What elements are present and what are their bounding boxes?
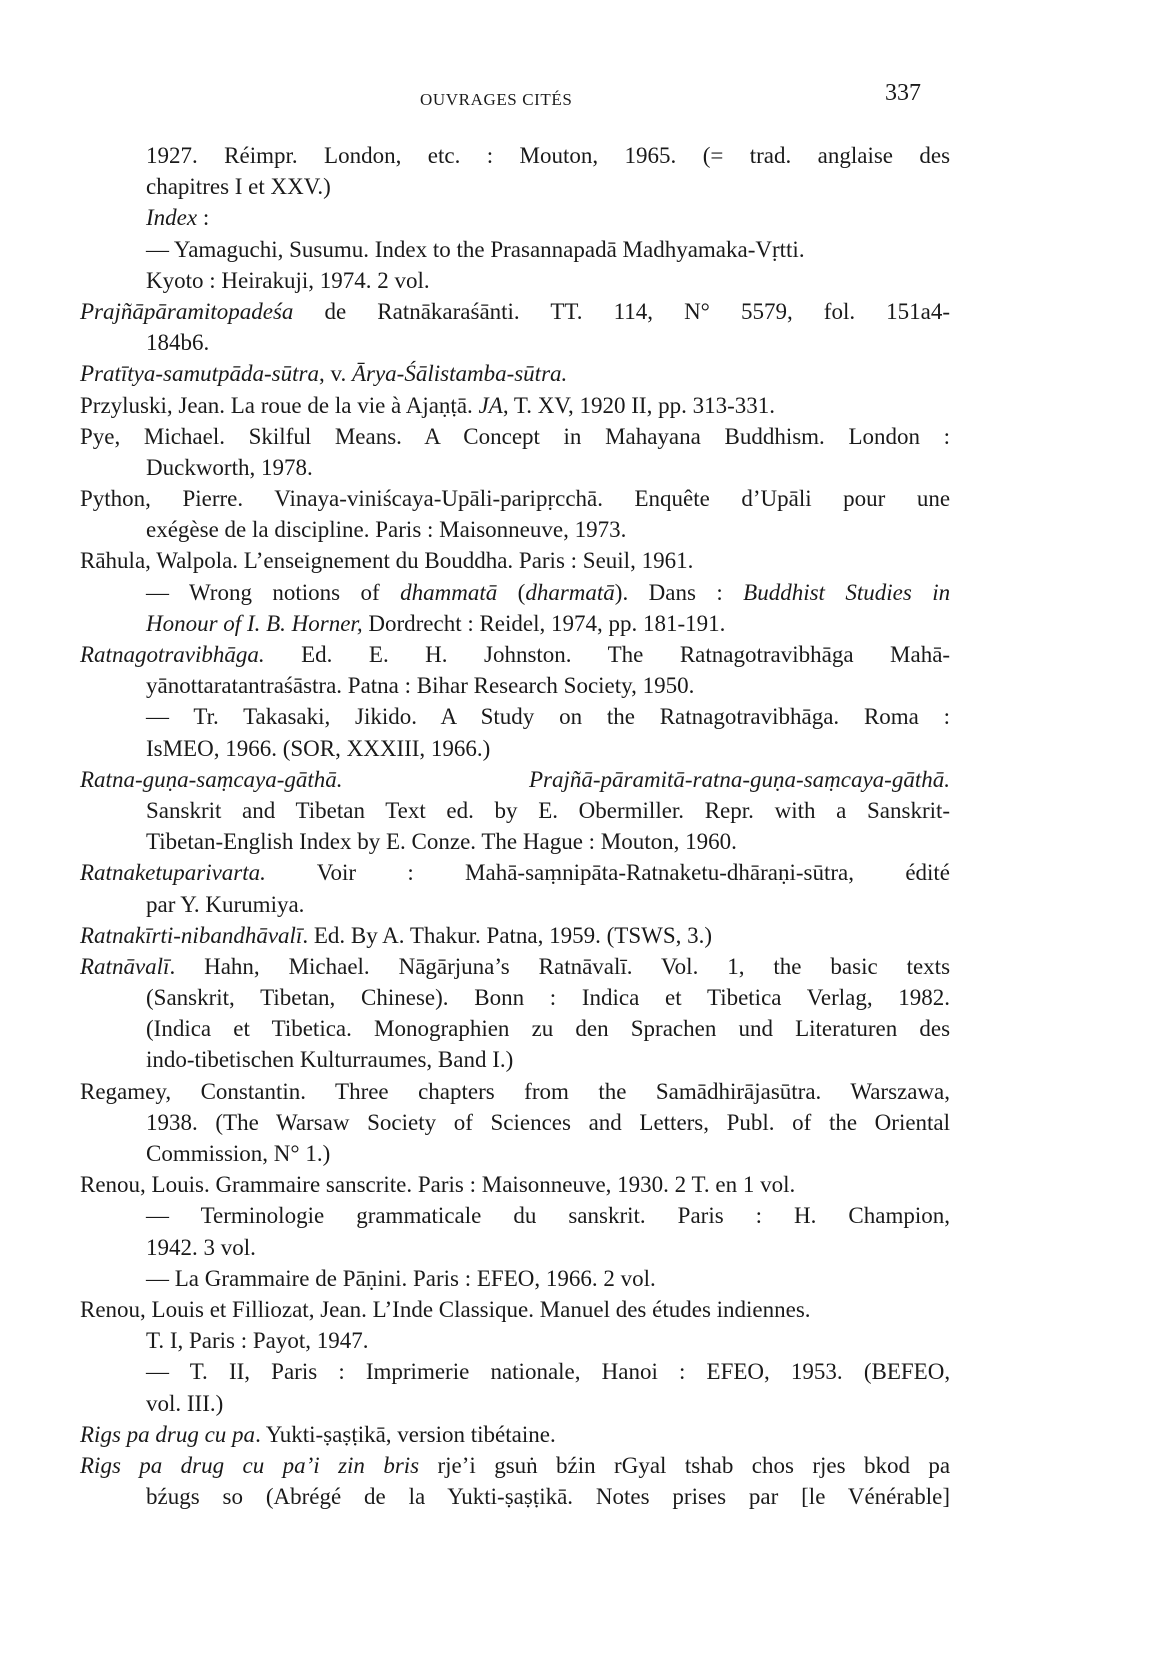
text: of bbox=[453, 1109, 473, 1135]
text: EFEO, bbox=[706, 1359, 770, 1385]
italic-text: drug bbox=[180, 1452, 225, 1478]
text: E. bbox=[538, 797, 559, 823]
text: grammaticale bbox=[356, 1203, 482, 1229]
text: and bbox=[242, 797, 276, 823]
text: ( bbox=[517, 579, 526, 605]
text: (Sanskrit, bbox=[146, 985, 235, 1011]
bibliography-line bbox=[80, 1388, 950, 1419]
italic-text: zin bbox=[338, 1452, 365, 1478]
text: Tr. bbox=[193, 704, 219, 730]
text: pa bbox=[928, 1452, 951, 1478]
text: Literaturen bbox=[795, 1016, 898, 1042]
text: Duckworth, 1978. bbox=[146, 454, 313, 480]
running-head: OUVRAGES CITÉS bbox=[420, 90, 573, 109]
text: , T. XV, 1920 II, pp. 313-331. bbox=[502, 392, 775, 418]
text: des bbox=[919, 143, 951, 168]
bibliography-line bbox=[80, 1200, 950, 1231]
italic-text: Ratnaketuparivarta. bbox=[80, 860, 266, 886]
text: Monographien bbox=[374, 1016, 510, 1042]
bibliography-line bbox=[80, 1356, 950, 1387]
text: et bbox=[665, 985, 682, 1011]
text: bźin bbox=[556, 1452, 596, 1478]
text: Paris bbox=[271, 1359, 318, 1385]
text: Oriental bbox=[874, 1109, 951, 1135]
text: pour bbox=[843, 486, 886, 512]
text: Vénérable] bbox=[847, 1484, 950, 1510]
text: Michael. bbox=[143, 423, 225, 449]
italic-text: Studies bbox=[845, 579, 912, 605]
bibliography-line bbox=[80, 1232, 950, 1263]
italic-text: Index bbox=[146, 205, 198, 231]
text: Roma bbox=[863, 704, 919, 730]
text: Pierre. bbox=[182, 486, 244, 512]
text: rjes bbox=[812, 1452, 846, 1478]
text: Letters, bbox=[639, 1109, 710, 1135]
text: H. bbox=[794, 1203, 817, 1229]
text: : bbox=[486, 143, 494, 168]
text: 151a4- bbox=[886, 298, 951, 324]
bibliography-line bbox=[80, 421, 950, 452]
bibliography-line bbox=[80, 1044, 950, 1075]
text: Yukti-ṣaṣṭikā. bbox=[447, 1484, 574, 1510]
text: 1938. bbox=[146, 1109, 198, 1135]
text: Ed. bbox=[301, 642, 333, 667]
text: , v. bbox=[318, 361, 352, 387]
text: Bonn bbox=[474, 985, 525, 1011]
text: Ratnagotravibhāga. bbox=[659, 704, 840, 730]
text: Regamey, bbox=[80, 1078, 172, 1104]
text: du bbox=[513, 1203, 537, 1229]
text: 1965. bbox=[624, 143, 677, 168]
text: Repr. bbox=[704, 797, 754, 823]
text: Imprimerie bbox=[365, 1359, 470, 1385]
bibliography-line bbox=[80, 1107, 950, 1138]
bibliography-line bbox=[80, 1419, 950, 1450]
text: [le bbox=[801, 1484, 826, 1510]
bibliography-line bbox=[80, 701, 950, 732]
text: anglaise bbox=[817, 143, 894, 168]
bibliography-line bbox=[80, 1325, 950, 1356]
text: — bbox=[146, 1203, 169, 1229]
page-header bbox=[0, 80, 1170, 120]
text: de bbox=[364, 1484, 386, 1510]
text: Renou, Louis. Grammaire sanscrite. Paris : Maisonneuve, 1930. 2 T. en 1 vol. bbox=[80, 1172, 796, 1198]
text: la bbox=[408, 1484, 426, 1510]
text: (The bbox=[215, 1109, 259, 1135]
text: by bbox=[494, 797, 518, 823]
text: 114, bbox=[613, 298, 653, 324]
bibliography-line bbox=[80, 982, 950, 1013]
text: Pye, bbox=[80, 423, 121, 449]
italic-text: cu bbox=[242, 1452, 265, 1478]
text: Mouton, bbox=[519, 143, 599, 168]
text: Constantin. bbox=[200, 1078, 306, 1104]
text: of bbox=[360, 579, 380, 605]
text: (= bbox=[702, 143, 724, 168]
italic-text: Buddhist bbox=[743, 579, 825, 605]
text: vol. III.) bbox=[146, 1390, 224, 1416]
text: the bbox=[828, 1109, 858, 1135]
text: sanskrit. bbox=[568, 1203, 646, 1229]
italic-text: Pratītya-samutpāda-sūtra bbox=[80, 361, 319, 387]
bibliography-line bbox=[80, 920, 950, 951]
text: Rāhula, Walpola. L’enseignement du Bouddha. Paris : Seuil, 1961. bbox=[80, 548, 694, 574]
text: the bbox=[606, 704, 635, 730]
text: Wrong bbox=[189, 579, 252, 605]
bibliography-line bbox=[80, 670, 950, 701]
text: tshab bbox=[684, 1452, 734, 1478]
bibliography-line bbox=[80, 234, 950, 265]
text: Society bbox=[367, 1109, 437, 1135]
text: notions bbox=[272, 579, 341, 605]
text: Text bbox=[385, 797, 426, 823]
text: Kyoto : Heirakuji, 1974. 2 vol. bbox=[146, 267, 430, 293]
text: Dans bbox=[648, 579, 696, 605]
text: Chinese). bbox=[361, 985, 449, 1011]
text: Voir bbox=[316, 860, 356, 886]
text: édité bbox=[905, 860, 951, 886]
italic-text: Prajñāpāramitopadeśa bbox=[80, 298, 294, 324]
bibliography-line bbox=[80, 951, 950, 982]
text: Ratnagotravibhāga bbox=[679, 642, 854, 667]
text: (Abrégé bbox=[265, 1484, 342, 1510]
text: rje’i bbox=[437, 1452, 476, 1478]
bibliography-line bbox=[80, 265, 950, 296]
page-number: 337 bbox=[885, 80, 921, 106]
text: une bbox=[916, 486, 951, 512]
text: Przyluski, Jean. La roue de la vie à Ajaṇṭā. bbox=[80, 392, 479, 418]
text: Enquête bbox=[634, 486, 710, 512]
text: Warsaw bbox=[275, 1109, 350, 1135]
text: London bbox=[848, 423, 920, 449]
italic-text: bris bbox=[383, 1452, 420, 1478]
text: : bbox=[197, 205, 210, 231]
bibliography-list bbox=[80, 140, 950, 1512]
text: a bbox=[836, 797, 847, 823]
text: chapitres I et XXV.) bbox=[146, 174, 331, 200]
text: Hanoi bbox=[601, 1359, 658, 1385]
italic-text: Ratna-guṇa-saṃcaya-gāthā. bbox=[80, 766, 343, 792]
text: Concept bbox=[463, 423, 540, 449]
text: Sanskrit bbox=[146, 797, 222, 823]
text: Three bbox=[335, 1078, 389, 1104]
text: A bbox=[424, 423, 440, 449]
text: Mahayana bbox=[605, 423, 701, 449]
text: 5579, bbox=[740, 298, 793, 324]
text: — Yamaguchi, Susumu. Index to the Prasannapadā Madhyamaka-Vṛtti. bbox=[146, 236, 805, 262]
text: bźugs bbox=[146, 1484, 200, 1510]
text: basic bbox=[830, 953, 878, 979]
text: from bbox=[524, 1078, 569, 1104]
text: Mahā- bbox=[890, 642, 951, 667]
bibliography-line bbox=[80, 577, 950, 608]
italic-text: pa’i bbox=[282, 1452, 320, 1478]
bibliography-line bbox=[80, 171, 950, 202]
text: Obermiller. bbox=[578, 797, 685, 823]
text: et bbox=[233, 1016, 250, 1042]
bibliography-line bbox=[80, 1138, 950, 1169]
bibliography-line bbox=[80, 889, 950, 920]
text: : bbox=[755, 1203, 763, 1229]
text: Warszawa, bbox=[850, 1078, 950, 1104]
bibliography-line bbox=[80, 296, 950, 327]
text: — bbox=[146, 1359, 169, 1385]
text: — bbox=[146, 579, 169, 605]
text: A bbox=[440, 704, 456, 730]
italic-text: Ratnāvalī bbox=[80, 953, 170, 979]
text: Study bbox=[480, 704, 535, 730]
text: d’Upāli bbox=[741, 486, 812, 512]
text: zu bbox=[531, 1016, 554, 1042]
text: prises bbox=[672, 1484, 727, 1510]
bibliography-line bbox=[80, 733, 950, 764]
text: ed. bbox=[446, 797, 474, 823]
text: IsMEO, 1966. (SOR, XXXIII, 1966.) bbox=[146, 735, 491, 761]
text: Means. bbox=[334, 423, 402, 449]
text: Sciences bbox=[490, 1109, 571, 1135]
text: . Ed. By A. Thakur. Patna, 1959. (TSWS, 3.) bbox=[302, 922, 713, 948]
text: 1982. bbox=[898, 985, 951, 1011]
text: Tibetan, bbox=[260, 985, 336, 1011]
text: : bbox=[549, 985, 557, 1011]
text: 184b6. bbox=[146, 330, 210, 356]
text: Tibetica bbox=[706, 985, 782, 1011]
text: fol. bbox=[823, 298, 856, 324]
text: Indica bbox=[581, 985, 640, 1011]
text: etc. bbox=[427, 143, 461, 168]
text: Skilful bbox=[248, 423, 312, 449]
bibliography-line bbox=[80, 608, 950, 639]
text: par bbox=[748, 1484, 779, 1510]
text: exégèse de la discipline. Paris : Maisonneuve, 1973. bbox=[146, 517, 627, 543]
text: Réimpr. bbox=[224, 143, 298, 168]
bibliography-line bbox=[80, 514, 950, 545]
text: with bbox=[774, 797, 816, 823]
text: Takasaki, bbox=[243, 704, 331, 730]
text: trad. bbox=[749, 143, 792, 168]
text: London, bbox=[324, 143, 402, 168]
bibliography-line bbox=[80, 826, 950, 857]
bibliography-line bbox=[80, 358, 950, 389]
italic-text: JA bbox=[478, 392, 503, 418]
text: of bbox=[792, 1109, 812, 1135]
bibliography-line bbox=[80, 1169, 950, 1200]
text: des bbox=[919, 1016, 951, 1042]
text: the bbox=[598, 1078, 627, 1104]
bibliography-line bbox=[80, 1294, 950, 1325]
italic-text: Honour of I. B. Horner, bbox=[146, 610, 363, 636]
text: Michael. bbox=[288, 953, 370, 979]
text: 1953. bbox=[790, 1359, 843, 1385]
text: nationale, bbox=[490, 1359, 581, 1385]
italic-text: dhammatā bbox=[400, 579, 498, 605]
text: N° bbox=[684, 298, 710, 324]
bibliography-line bbox=[80, 1013, 950, 1044]
text: T. I, Paris : Payot, 1947. bbox=[146, 1328, 369, 1354]
text: Renou, Louis et Filliozat, Jean. L’Inde Classique. Manuel des études indiennes. bbox=[80, 1296, 811, 1322]
text: Hahn, bbox=[204, 953, 260, 979]
text: Terminologie bbox=[200, 1203, 325, 1229]
text: Samādhirājasūtra. bbox=[655, 1078, 822, 1104]
text: — bbox=[146, 704, 169, 730]
text: H. bbox=[425, 642, 448, 667]
bibliography-line bbox=[80, 795, 950, 826]
text: Ratnākaraśānti. bbox=[377, 298, 520, 324]
text: Buddhism. bbox=[724, 423, 825, 449]
text: und bbox=[738, 1016, 773, 1042]
text: chapters bbox=[418, 1078, 495, 1104]
text: Nāgārjuna’s bbox=[398, 953, 510, 979]
text: on bbox=[559, 704, 583, 730]
bibliography-line bbox=[80, 1481, 950, 1512]
text: : bbox=[716, 579, 723, 605]
bibliography-line bbox=[80, 390, 950, 421]
text: (Indica bbox=[146, 1016, 212, 1042]
text: : bbox=[943, 423, 951, 449]
italic-text: pa bbox=[139, 1452, 163, 1478]
text: Champion, bbox=[848, 1203, 951, 1229]
text: : bbox=[679, 1359, 686, 1385]
bibliography-line bbox=[80, 857, 950, 888]
text: : bbox=[338, 1359, 345, 1385]
text: Mahā-saṃnipāta-Ratnaketu-dhāraṇi-sūtra, bbox=[465, 860, 854, 886]
text: Verlag, bbox=[806, 985, 873, 1011]
text: Paris bbox=[677, 1203, 724, 1229]
text: in bbox=[563, 423, 582, 449]
text: Ratnāvalī. bbox=[538, 953, 633, 979]
text: 1, bbox=[727, 953, 745, 979]
text: Dordrecht : Reidel, 1974, pp. 181-191. bbox=[362, 610, 726, 636]
text: bkod bbox=[863, 1452, 910, 1478]
text: Johnston. bbox=[484, 642, 572, 667]
text: the bbox=[773, 953, 802, 979]
text: Python, bbox=[80, 486, 151, 512]
text: T. bbox=[189, 1359, 208, 1385]
italic-text: in bbox=[932, 579, 951, 605]
text: gsuṅ bbox=[494, 1452, 538, 1478]
text: 1942. 3 vol. bbox=[146, 1234, 256, 1260]
bibliography-line bbox=[80, 545, 950, 576]
text: par Y. Kurumiya. bbox=[146, 891, 305, 917]
text: The bbox=[607, 642, 644, 667]
bibliography-line bbox=[80, 327, 950, 358]
text: indo-tibetischen Kulturraumes, Band I.) bbox=[146, 1047, 514, 1073]
text: : bbox=[407, 860, 414, 886]
text: Commission, N° 1.) bbox=[146, 1141, 331, 1166]
text: Tibetan bbox=[295, 797, 365, 823]
text: Jikido. bbox=[355, 704, 417, 730]
bibliography-line bbox=[80, 452, 950, 483]
text: de bbox=[324, 298, 347, 324]
text: rGyal bbox=[614, 1452, 667, 1478]
italic-text: Ratnagotravibhāga. bbox=[80, 642, 265, 667]
bibliography-line bbox=[80, 639, 950, 670]
text: Publ. bbox=[726, 1109, 775, 1135]
italic-text: Ratnakīrti-nibandhāvalī bbox=[80, 922, 303, 948]
text: so bbox=[222, 1484, 243, 1510]
bibliography-line bbox=[80, 202, 950, 233]
text: den bbox=[575, 1016, 609, 1042]
text: ). bbox=[614, 579, 629, 605]
text: TT. bbox=[550, 298, 583, 324]
italic-text: Prajñā-pāramitā-ratna-guṇa-saṃcaya-gāthā. bbox=[529, 766, 950, 792]
italic-text: dharmatā bbox=[525, 579, 615, 605]
text: . bbox=[169, 953, 176, 979]
italic-text: Rigs bbox=[80, 1452, 121, 1478]
text: Notes bbox=[595, 1484, 650, 1510]
text: 1927. bbox=[146, 143, 198, 168]
text: Vol. bbox=[661, 953, 699, 979]
bibliography-line bbox=[80, 1450, 950, 1481]
bibliography-line bbox=[80, 1263, 950, 1294]
text: Tibetica. bbox=[271, 1016, 352, 1042]
text: Sprachen bbox=[630, 1016, 717, 1042]
italic-text: Ārya-Śālistamba-sūtra. bbox=[351, 361, 568, 387]
text: : bbox=[943, 704, 951, 730]
bibliography-line bbox=[80, 140, 950, 171]
italic-text: Rigs pa drug cu pa bbox=[80, 1421, 256, 1447]
text: and bbox=[588, 1109, 622, 1135]
text: E. bbox=[368, 642, 389, 667]
bibliography-line bbox=[80, 1076, 950, 1107]
text: — La Grammaire de Pāṇini. Paris : EFEO, 1966. 2 vol. bbox=[146, 1265, 656, 1291]
text: . Yukti-ṣaṣṭikā, version tibétaine. bbox=[255, 1421, 556, 1447]
text: chos bbox=[751, 1452, 794, 1478]
text: Vinaya-viniścaya-Upāli-paripṛcchā. bbox=[274, 486, 603, 512]
bibliography-line bbox=[80, 483, 950, 514]
text: (BEFEO, bbox=[863, 1359, 951, 1385]
text: Tibetan-English Index by E. Conze. The Hague : Mouton, 1960. bbox=[146, 829, 737, 855]
bibliography-line bbox=[80, 764, 950, 795]
text: texts bbox=[906, 953, 951, 979]
text: Sanskrit- bbox=[867, 797, 951, 823]
text: II, bbox=[228, 1359, 251, 1385]
text: yānottaratantraśāstra. Patna : Bihar Research Society, 1950. bbox=[146, 673, 695, 699]
